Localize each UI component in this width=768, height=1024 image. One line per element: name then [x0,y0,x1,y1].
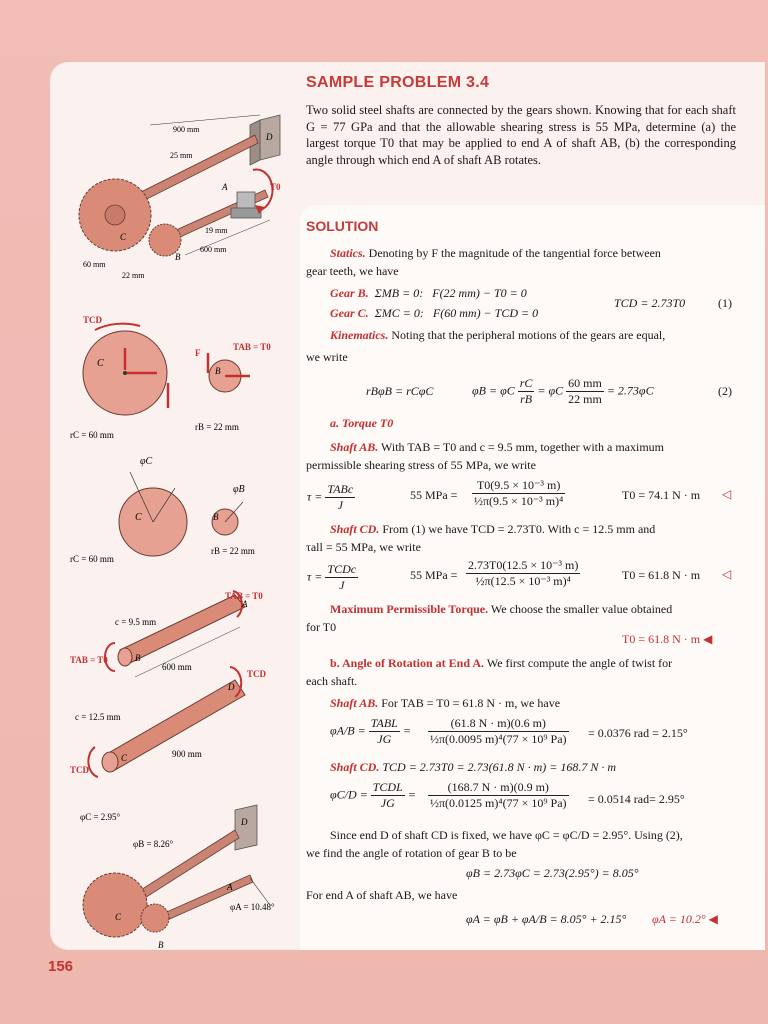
shaft-ab-b: B [135,653,141,663]
shaft-cd-tcd-left: TCD [70,765,90,775]
kin-frac2 [566,376,604,407]
part-b-line1 [330,656,672,671]
phi-ab-result: = 0.0376 rad = 2.15° [588,726,688,740]
eq1-result: TCD = 2.73T0 [614,296,686,310]
angle-phib: φB [233,484,245,495]
statics-line1 [330,246,661,261]
shaft-ab-line1 [330,440,664,455]
max-heading: Maximum Permissible Torque. [330,602,489,616]
s-cd-line [330,760,616,775]
tau-ab-den: J [337,498,343,512]
statics-line2: gear teeth, we have [306,264,399,278]
kin-eq-mid: φB = φC [472,383,515,398]
gear-c-label: Gear C. [330,306,369,320]
phi-ab-frac2-inner [428,716,569,747]
shaft-cd-c-label: C [121,753,128,763]
final-wall [235,805,257,850]
shaft-cd-torque-left [88,747,98,777]
label-900: 900 mm [173,125,200,134]
fbd-b-label: B [215,366,221,376]
fbd-tcd-label: TCD [83,315,103,325]
label-25: 25 mm [170,151,193,160]
kinematics-heading: Kinematics. [330,328,389,342]
phi-cd-den2: ½π(0.0125 m)⁴(77 × 10⁹ Pa) [430,796,567,810]
gear-c-hub [105,205,125,225]
phi-ab-lhs: φA/B = [330,723,366,738]
part-a-heading: a. Torque T0 [330,416,394,430]
page-title: SAMPLE PROBLEM 3.4 [306,74,490,91]
shaft-cd-line1 [330,522,655,537]
part-b-heading: b. Angle of Rotation at End A. [330,656,485,670]
result-marker-ab: ◁ [722,487,732,501]
shaft-ab-text: With TAB = T0 and c = 9.5 mm, together with a maximum [381,440,664,454]
kin-eq-right [472,376,654,407]
phi-cd-eq: φC/D = $\frac{\text{TCDL}}{JG}$ = [330,780,416,810]
final-shaft-ab [160,875,253,922]
kin-frac2-num: 60 mm [568,376,602,390]
phi-ab-den: JG [377,732,392,746]
tau-ab-frac2 [472,478,565,509]
shaft-ab-a: A [242,599,248,609]
fbd-tab-label: TAB = T0 [233,342,271,352]
gear-b-label: Gear B. [330,286,369,300]
shaft-cd-c: c = 12.5 mm [75,712,121,722]
gear-c-eq1: ΣMC = 0: [374,306,424,320]
tau-cd-den2: ½π(12.5 × 10⁻³ m)⁴ [475,574,571,588]
phi-cd-result: = 0.0514 rad= 2.95° [588,792,685,806]
figure-final-rotation [65,800,305,950]
final-phia: φA = 10.48° [230,902,275,912]
phi-a-result: φA = 10.2° ◀ [652,912,718,926]
fbd-rc-label: rC = 60 mm [70,430,114,440]
tau-cd-result: T0 = 61.8 N · m [622,568,701,582]
problem-statement: Two solid steel shafts are connected by the gears shown. Knowing that for each shaft G = 77 GPa and that the allowable shearing stress is 55 MPa, determine (a) the largest torque T0 that may be applied to end A of shaft AB, (b) the corresponding angle through which end A of shaft AB rotates. [306,103,736,167]
max-result: T0 = 61.8 N · m ◀ [622,632,713,646]
shaft-ab-tab-left: TAB = T0 [70,655,108,665]
fbd-rb-label: rB = 22 mm [195,422,239,432]
bearing-base [231,208,261,218]
label-a: A [222,182,228,192]
since-line2: we find the angle of rotation of gear B to be [306,846,517,860]
s-cd-heading: Shaft CD. [330,760,380,774]
fbd-gear-c-center [123,371,127,375]
label-t0: T0 [270,182,281,192]
phi-ab-den2: ½π(0.0095 m)⁴(77 × 10⁹ Pa) [430,732,567,746]
phi-cd-den: JG [380,796,395,810]
tau-ab-frac [325,482,355,513]
angle-rc: rC = 60 mm [70,554,114,564]
max-text: We choose the smaller value obtained [490,602,673,616]
s-ab-line [330,696,560,711]
solution-title: SOLUTION [306,218,379,234]
shaft-ab-heading: Shaft AB. [330,440,379,454]
tau-ab-num2: T0(9.5 × 10⁻³ m) [472,478,565,494]
tau-ab-val: 55 MPa = [410,488,458,502]
eq1-number: (1) [718,296,732,310]
phi-cd-frac [371,780,405,811]
figure-free-body [65,308,295,443]
phi-ab-frac2 [428,716,569,747]
shaft-ab-len: 600 mm [162,662,192,672]
since-line1: Since end D of shaft CD is fixed, we have φC = φC/D = 2.95°. Using (2), [330,828,683,842]
tau-cd-num: TCDc [327,562,357,576]
final-c: C [115,912,122,922]
kin-frac1-num: rC [519,376,533,390]
phi-cd-frac2-inner [428,780,569,811]
gear-b-eq2: F(22 mm) − T0 = 0 [432,286,527,300]
kinematics-line1 [330,328,665,343]
fbd-c-label: C [97,358,104,369]
phi-a-result-value: φA = 10.2° [652,912,706,926]
label-22: 22 mm [122,271,145,280]
tau-cd-lhs: τ = [307,569,323,584]
kin-eq-left: rBφB = rCφC [366,384,434,398]
tau-cd-eq [307,562,358,593]
s-ab-text: For TAB = T0 = 61.8 N · m, we have [381,696,561,710]
phi-ab-eq: φA/B = $\frac{\text{TABL}}{JG}$ = [330,716,411,746]
page-number: 156 [48,958,74,975]
fbd-f-label: F [195,348,201,358]
shaft-ab-tab-right: TAB = T0 [225,591,263,601]
s-cd-text: TCD = 2.73T0 = 2.73(61.8 N · m) = 168.7 N · m [382,760,617,774]
phi-cd-lhs: φC/D = [330,787,368,802]
shaft-cd-tcd-right: TCD [247,669,267,679]
phi-cd-num: TCDL [372,780,403,794]
final-d: D [241,817,248,827]
angle-rb: rB = 22 mm [211,546,255,556]
figure-angles [65,450,295,570]
angle-c: C [135,512,142,523]
phi-a-eq: φA = φB + φA/B = 8.05° + 2.15° [466,912,627,926]
phi-cd-frac2 [428,780,569,811]
tau-cd-den: J [339,578,345,592]
phi-b-eq: φB = 2.73φC = 2.73(2.95°) = 8.05° [466,866,639,880]
phi-ab-frac [369,716,400,747]
max-line1 [330,602,672,617]
tau-ab-frac2-inner [472,478,565,509]
label-60: 60 mm [83,260,106,269]
max-result-value: T0 = 61.8 N · m [622,632,701,646]
kin-frac2-den: 22 mm [568,392,602,406]
angle-b: B [213,512,219,522]
final-gear-b [141,904,169,932]
dim-line-900 [150,115,260,125]
label-600: 600 mm [200,245,227,254]
tau-ab-lhs: τ = [307,489,323,504]
s-ab-heading: Shaft AB. [330,696,379,710]
label-b: B [175,252,181,262]
gear-c-line [330,306,538,321]
final-ray-a [250,878,270,905]
shaft-cd-line2: τall = 55 MPa, we write [306,540,421,554]
shaft-cd-len: 900 mm [172,749,202,759]
statics-text: Denoting by F the magnitude of the tangential force between [368,246,661,260]
eq2-number: (2) [718,384,732,398]
final-a: A [227,882,233,892]
kin-frac1 [518,376,535,407]
label-c: C [120,232,127,242]
tau-cd-num2: 2.73T0(12.5 × 10⁻³ m) [468,558,579,572]
max-line2: for T0 [306,620,337,634]
final-b: B [158,940,164,950]
tau-cd-frac2 [466,558,580,589]
tau-cd-frac [325,562,358,593]
tau-ab-den2: ½π(9.5 × 10⁻³ m)⁴ [474,494,564,508]
shaft-ab-line2: permissible shearing stress of 55 MPa, we write [306,458,536,472]
tau-ab-eq [307,482,355,513]
shaft-cd-d-label: D [228,682,235,692]
final-gear-c [83,873,147,937]
tau-ab-result: T0 = 74.1 N · m [622,488,701,502]
tau-cd-val: 55 MPa = [410,568,458,582]
figure-gear-assembly [55,80,300,285]
part-b-line2: each shaft. [306,674,358,688]
shaft-cd-heading: Shaft CD. [330,522,380,536]
shaft-ab-end-b [118,648,132,666]
gear-b-eq1: ΣMB = 0: [374,286,424,300]
gear-b-line [330,286,527,301]
shaft-cd-end-c [102,752,118,772]
shaft-cd-text: From (1) we have TCD = 2.73T0. With c = 12.5 mm and [382,522,656,536]
kin-eq-mid2: = φC [537,383,564,398]
final-phib: φB = 8.26° [133,839,174,849]
tau-ab-num: TABc [327,482,354,496]
kinematics-line2: we write [306,350,348,364]
end-a-text: For end A of shaft AB, we have [306,888,458,902]
part-b-text: We first compute the angle of twist for [486,656,673,670]
kinematics-text: Noting that the peripheral motions of the gears are equal, [391,328,666,342]
statics-heading: Statics. [330,246,366,260]
kin-frac1-den: rB [520,392,533,406]
phi-cd-num2: (168.7 N · m)(0.9 m) [428,780,569,796]
phi-ab-num2: (61.8 N · m)(0.6 m) [428,716,569,732]
final-phic: φC = 2.95° [80,812,121,822]
angle-phic: φC [140,456,153,467]
tau-cd-frac2-inner [466,558,580,589]
label-d: D [266,132,273,142]
shaft-ab-c: c = 9.5 mm [115,617,157,627]
phi-ab-num: TABL [370,716,398,730]
figure-shaft-cd [65,665,295,780]
result-marker-cd: ◁ [722,567,732,581]
kin-eq-end: = 2.73φC [606,383,654,398]
label-19: 19 mm [205,226,228,235]
gear-c-eq2: F(60 mm) − TCD = 0 [432,306,539,320]
